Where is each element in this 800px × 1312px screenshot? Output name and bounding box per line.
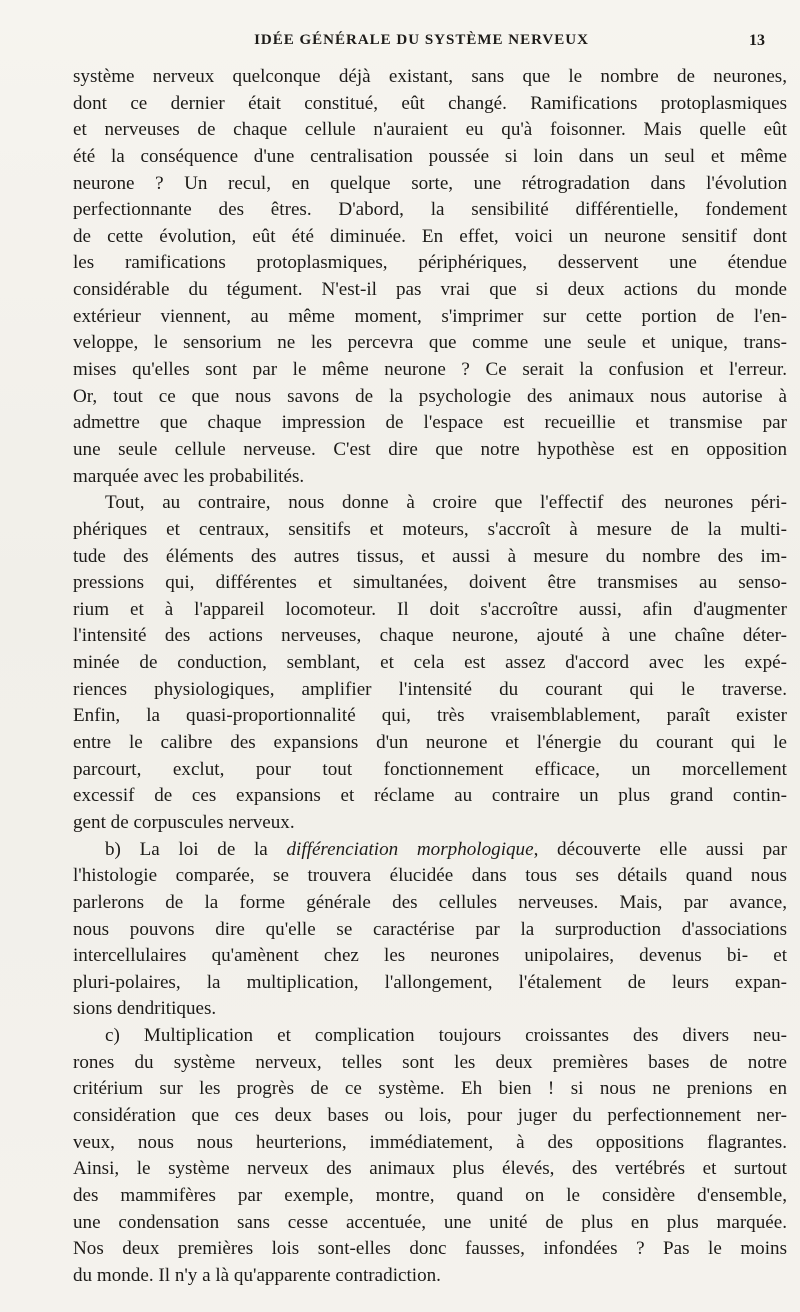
text-line: c) Multiplication et complication toujours croissantes des divers neu- xyxy=(105,1025,787,1047)
text-line: gent de corpuscules nerveux. xyxy=(73,811,295,833)
text-line: entre le calibre des expansions d'un neurone et l'énergie du courant qui le xyxy=(73,732,787,754)
paragraph-2 xyxy=(73,490,787,836)
text-line: rones du système nerveux, telles sont les deux premières bases de notre xyxy=(73,1051,787,1073)
text-line: dont ce dernier était constitué, eût changé. Ramifications protoplasmiques xyxy=(73,92,787,114)
text-line: une condensation sans cesse accentuée, une unité de plus en plus marquée. xyxy=(73,1211,787,1233)
text-line: Or, tout ce que nous savons de la psychologie des animaux nous autorise à xyxy=(73,385,787,407)
text-fragment: , découverte elle aussi par xyxy=(533,838,788,860)
emphasized-term: différenciation morphologique xyxy=(286,838,534,860)
text-line: mises qu'elles sont par le même neurone ? Ce serait la confusion et l'erreur. xyxy=(73,359,787,381)
text-fragment: b) La loi de la xyxy=(105,838,287,860)
text-line: phériques et centraux, sensitifs et moteurs, s'accroît à mesure de la multi- xyxy=(73,518,787,540)
text-line: neurone ? Un recul, en quelque sorte, une rétrogradation dans l'évolution xyxy=(73,172,787,194)
text-line: pressions qui, différentes et simultanées, doivent être transmises au senso- xyxy=(73,572,787,594)
page-number: 13 xyxy=(749,32,765,49)
text-line: l'histologie comparée, se trouvera élucidée dans tous ses détails quand nous xyxy=(73,865,787,887)
text-line: pluri-polaires, la multiplication, l'allongement, l'étalement de leurs expan- xyxy=(73,971,787,993)
text-line: une seule cellule nerveuse. C'est dire que notre hypothèse est en opposition xyxy=(73,438,787,460)
text-line: nous pouvons dire qu'elle se caractérise par la surproduction d'associations xyxy=(73,918,787,940)
body-text xyxy=(73,64,787,1289)
text-line: perfectionnante des êtres. D'abord, la sensibilité différentielle, fondement xyxy=(73,199,787,221)
text-line: du monde. Il n'y a là qu'apparente contradiction. xyxy=(73,1264,441,1286)
text-line: système nerveux quelconque déjà existant, sans que le nombre de neurones, xyxy=(73,66,787,87)
text-line: les ramifications protoplasmiques, périphériques, desservent une étendue xyxy=(73,252,787,274)
text-line: considérable du tégument. N'est-il pas vrai que si deux actions du monde xyxy=(73,279,787,301)
text-line: des mammifères par exemple, montre, quand on le considère d'ensemble, xyxy=(73,1184,787,1206)
text-line: de cette évolution, eût été diminuée. En effet, voici un neurone sensitif dont xyxy=(73,225,787,247)
text-line: veloppe, le sensorium ne les percevra que comme une seule et unique, trans- xyxy=(73,332,787,354)
text-line: considération que ces deux bases ou lois, pour juger du perfectionnement ner- xyxy=(73,1104,787,1126)
text-line: tude des éléments des autres tissus, et aussi à mesure du nombre des im- xyxy=(73,545,787,567)
text-line: marquée avec les probabilités. xyxy=(73,465,305,487)
text-line: intercellulaires qu'amènent chez les neurones unipolaires, devenus bi- et xyxy=(73,945,787,967)
paragraph-3 xyxy=(73,837,787,1023)
text-line: parlerons de la forme générale des cellules nerveuses. Mais, par avance, xyxy=(73,891,787,913)
paragraph-1 xyxy=(73,64,787,490)
text-line: Enfin, la quasi-proportionnalité qui, très vraisemblablement, paraît exister xyxy=(73,705,787,727)
text-line: extérieur viennent, au même moment, s'imprimer sur cette portion de l'en- xyxy=(73,305,787,327)
running-title: IDÉE GÉNÉRALE DU SYSTÈME NERVEUX xyxy=(254,32,589,48)
text-line: été la conséquence d'une centralisation poussée si loin dans un seul et même xyxy=(73,145,787,167)
text-line: parcourt, exclut, pour tout fonctionnement efficace, un morcellement xyxy=(73,758,787,780)
text-line: et nerveuses de chaque cellule n'auraient eu qu'à foisonner. Mais quelle eût xyxy=(73,119,787,141)
text-line: l'intensité des actions nerveuses, chaque neurone, ajouté à une chaîne déter- xyxy=(73,625,787,647)
text-line: admettre que chaque impression de l'espace est recueillie et transmise par xyxy=(73,412,787,434)
text-line: sions dendritiques. xyxy=(73,998,217,1020)
page-header xyxy=(76,28,767,54)
paragraph-4 xyxy=(73,1023,787,1289)
text-line: riences physiologiques, amplifier l'intensité du courant qui le traverse. xyxy=(73,678,787,700)
text-line: excessif de ces expansions et réclame au contraire un plus grand contin- xyxy=(73,785,787,807)
text-line: Nos deux premières lois sont-elles donc fausses, infondées ? Pas le moins xyxy=(73,1238,787,1260)
text-line: Ainsi, le système nerveux des animaux plus élevés, des vertébrés et surtout xyxy=(73,1158,787,1180)
text-line: rium et à l'appareil locomoteur. Il doit s'accroître aussi, afin d'augmenter xyxy=(73,598,787,620)
text-line: critérium sur les progrès de ce système. Eh bien ! si nous ne prenions en xyxy=(73,1078,787,1100)
text-line xyxy=(73,837,787,864)
text-line: Tout, au contraire, nous donne à croire que l'effectif des neurones péri- xyxy=(105,492,787,514)
text-line: veux, nous nous heurterions, immédiatement, à des oppositions flagrantes. xyxy=(73,1131,787,1153)
text-line: minée de conduction, semblant, et cela est assez d'accord avec les expé- xyxy=(73,652,787,674)
